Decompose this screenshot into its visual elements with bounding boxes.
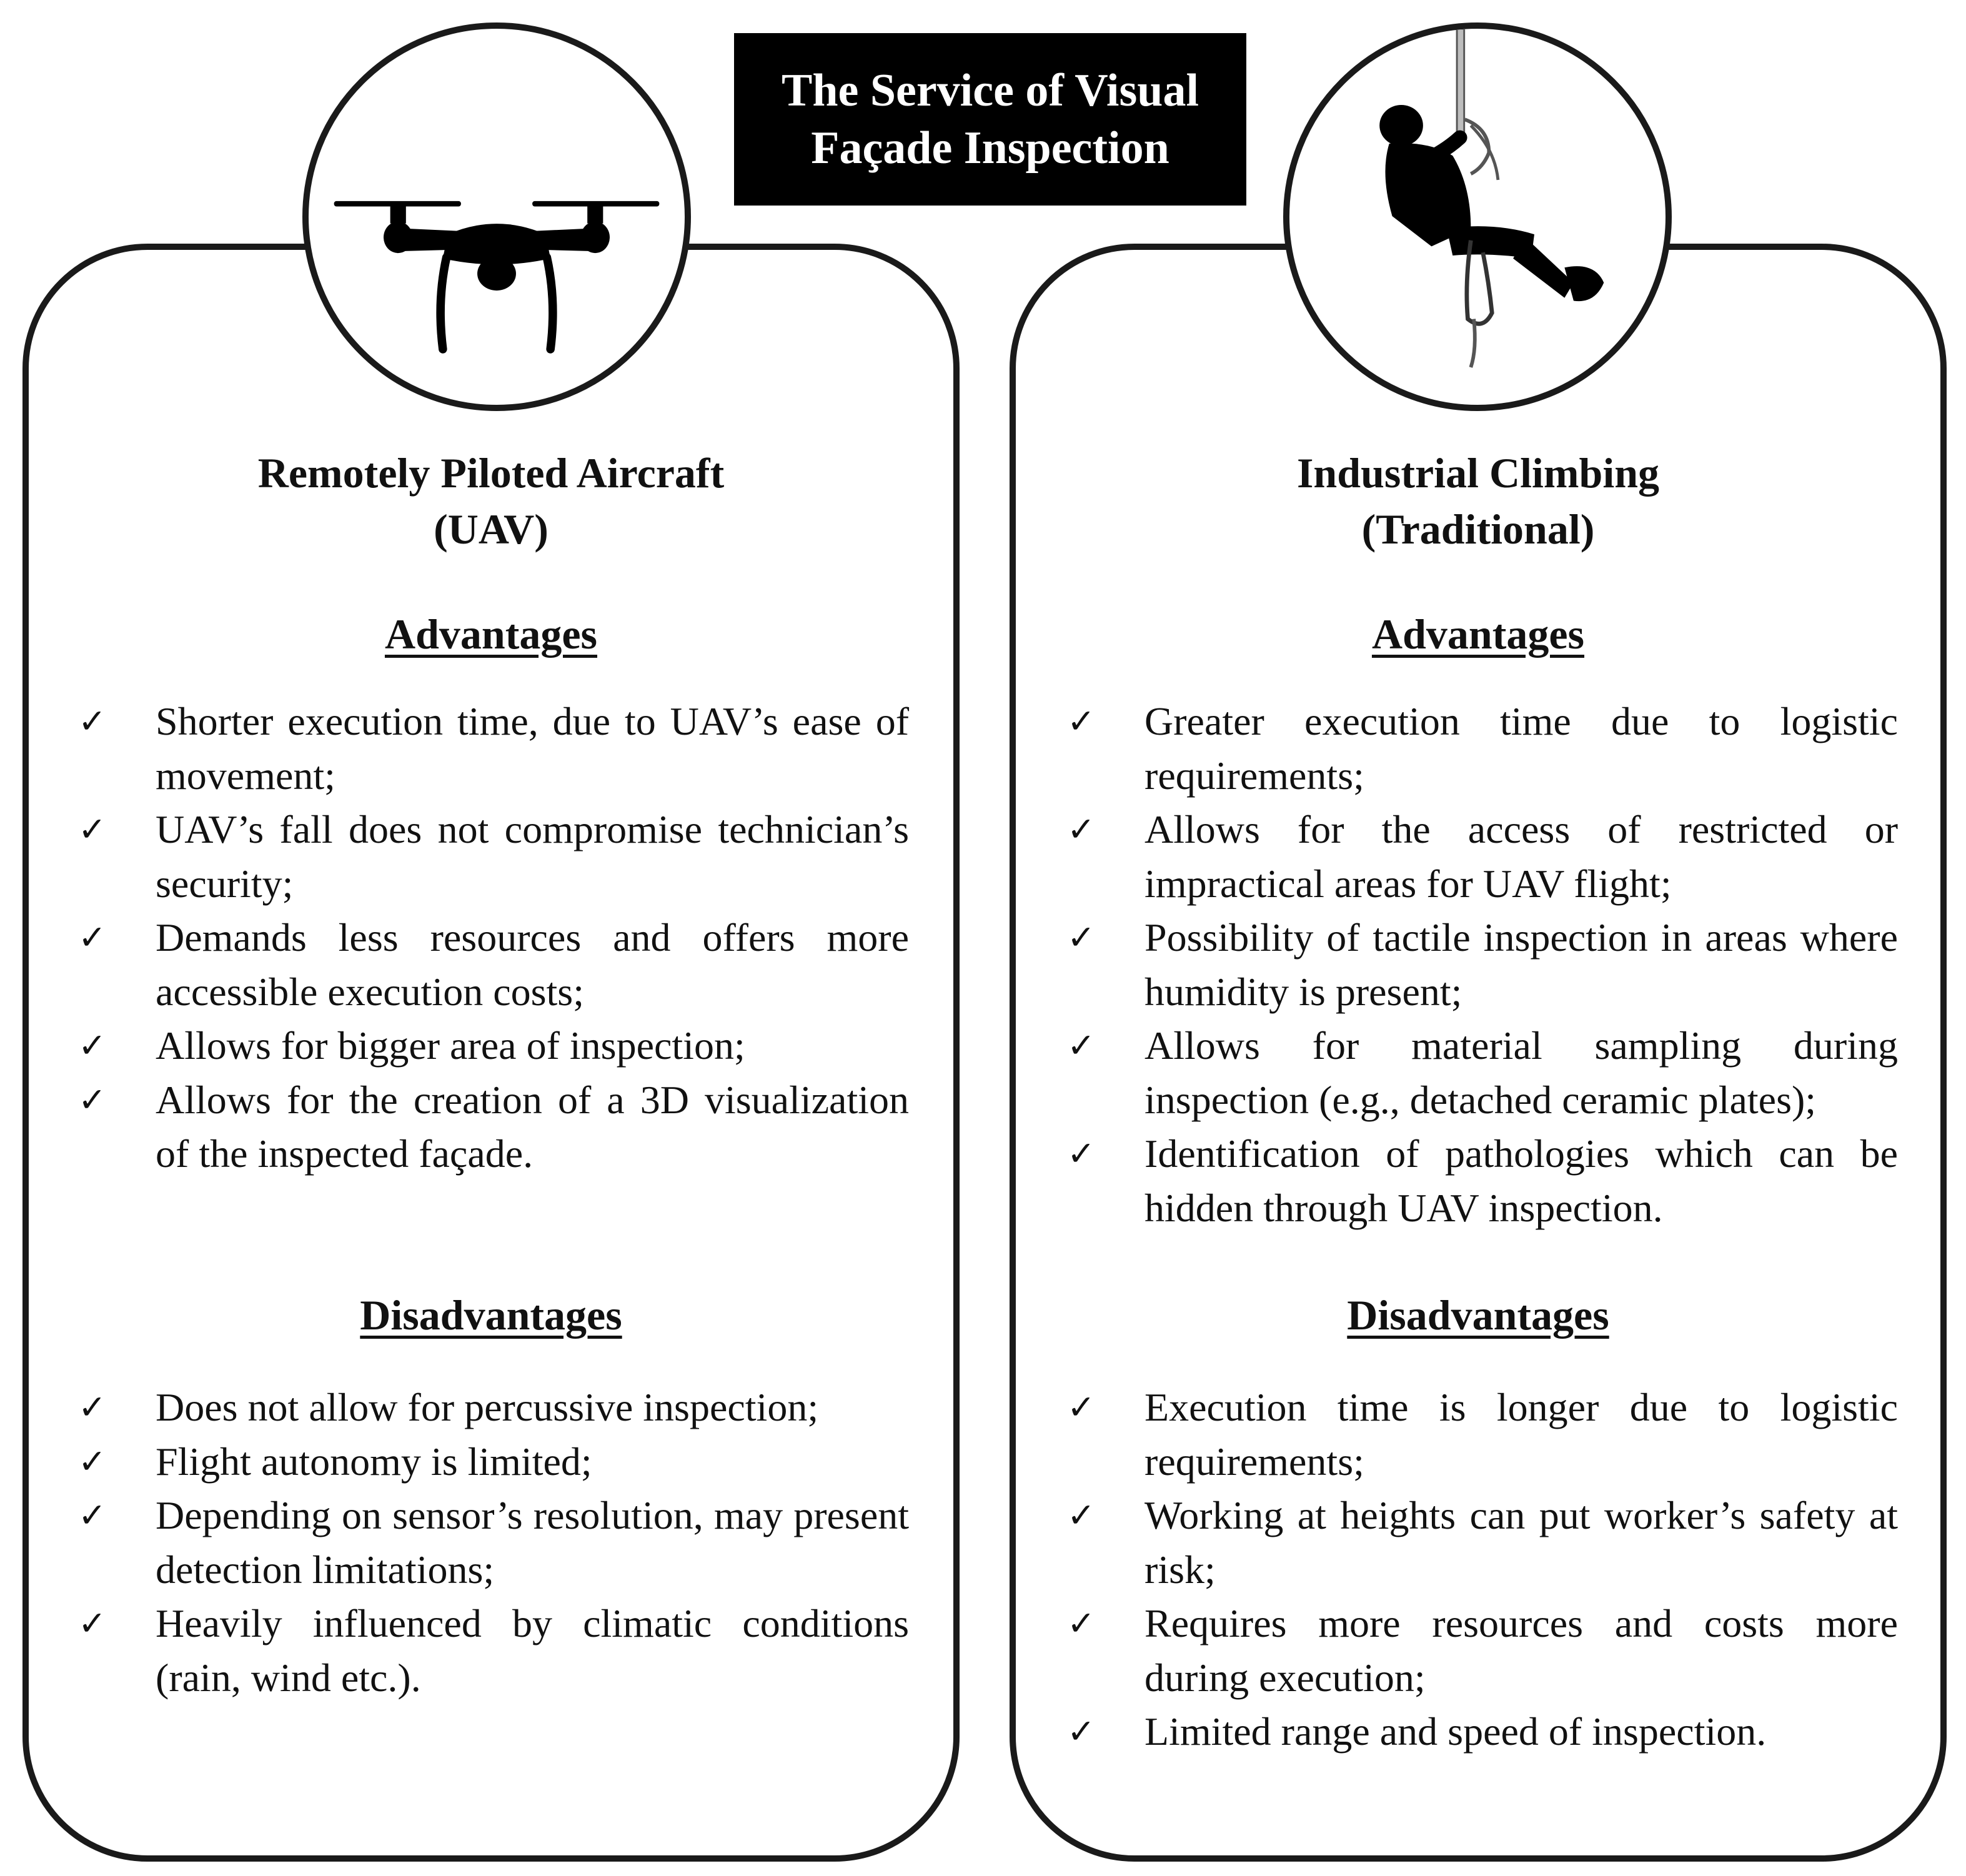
list-item-text: Allows for material sampling during inspection (e.g., detached ceramic plates); <box>1144 1023 1898 1122</box>
list-item-text: Shorter execution time, due to UAV’s ease of movement; <box>156 699 909 798</box>
check-mark-icon: ✓ <box>78 1387 107 1427</box>
check-mark-icon: ✓ <box>78 1079 107 1119</box>
list-item-text: Execution time is longer due to logistic requirements; <box>1144 1385 1898 1484</box>
check-mark-icon: ✓ <box>1067 1604 1096 1643</box>
list-item <box>1067 911 1898 1019</box>
list-item-text: Does not allow for percussive inspection; <box>156 1385 819 1429</box>
rope-climber-icon <box>1283 22 1672 411</box>
check-mark-icon: ✓ <box>78 1496 107 1535</box>
list-item <box>1067 1127 1898 1235</box>
list-item <box>78 1489 909 1597</box>
list-item-text: Requires more resources and costs more during execution; <box>1144 1601 1898 1700</box>
check-mark-icon: ✓ <box>1067 1134 1096 1173</box>
uav-title-line-1: Remotely Piloted Aircraft <box>257 449 725 497</box>
climbing-advantages-list <box>1067 695 1898 1235</box>
list-item <box>78 911 909 1019</box>
check-mark-icon: ✓ <box>78 702 107 741</box>
list-item-text: Possibility of tactile inspection in areas where humidity is present; <box>1144 915 1898 1014</box>
list-item-text: Working at heights can put worker’s safety at risk; <box>1144 1493 1898 1592</box>
list-item <box>78 1597 909 1705</box>
uav-disadvantages-heading: Disadvantages <box>360 1291 622 1339</box>
list-item <box>78 1381 909 1435</box>
climbing-title-line-2: (Traditional) <box>1361 505 1595 553</box>
list-item <box>1067 695 1898 803</box>
diagram-title <box>734 33 1246 206</box>
list-item-text: Allows for the creation of a 3D visualization of the inspected façade. <box>156 1077 909 1176</box>
check-mark-icon: ✓ <box>1067 1712 1096 1751</box>
list-item <box>78 1073 909 1181</box>
drone-icon <box>302 22 691 411</box>
list-item <box>1067 1489 1898 1597</box>
list-item <box>1067 1597 1898 1705</box>
climbing-advantages-heading: Advantages <box>1371 610 1585 658</box>
check-mark-icon: ✓ <box>78 1026 107 1065</box>
list-item-text: Demands less resources and offers more accessible execution costs; <box>156 915 909 1014</box>
list-item-text: Depending on sensor’s resolution, may present detection limitations; <box>156 1493 909 1592</box>
list-item-text: Allows for bigger area of inspection; <box>156 1023 745 1068</box>
list-item-text: UAV’s fall does not compromise technician’s security; <box>156 807 909 906</box>
check-mark-icon: ✓ <box>1067 918 1096 957</box>
uav-disadvantages-list <box>78 1381 909 1705</box>
check-mark-icon: ✓ <box>1067 810 1096 849</box>
list-item-text: Identification of pathologies which can be hidden through UAV inspection. <box>1144 1131 1898 1230</box>
check-mark-icon: ✓ <box>78 918 107 957</box>
list-item-text: Flight autonomy is limited; <box>156 1439 592 1484</box>
list-item <box>78 1435 909 1489</box>
uav-title <box>22 445 960 557</box>
climbing-title <box>1010 445 1947 557</box>
list-item <box>1067 1705 1898 1759</box>
uav-advantages-list <box>78 695 909 1181</box>
check-mark-icon: ✓ <box>1067 1026 1096 1065</box>
list-item <box>1067 1381 1898 1489</box>
title-line-1: The Service of Visual <box>781 65 1199 116</box>
check-mark-icon: ✓ <box>78 1441 107 1481</box>
climbing-disadvantages-list <box>1067 1381 1898 1759</box>
climbing-title-line-1: Industrial Climbing <box>1296 449 1660 497</box>
check-mark-icon: ✓ <box>78 1604 107 1643</box>
list-item-text: Allows for the access of restricted or impractical areas for UAV flight; <box>1144 807 1898 906</box>
list-item <box>78 695 909 803</box>
list-item <box>78 803 909 911</box>
list-item-text: Limited range and speed of inspection. <box>1144 1709 1767 1754</box>
list-item <box>1067 803 1898 911</box>
uav-advantages-heading: Advantages <box>384 610 598 658</box>
title-line-2: Façade Inspection <box>811 122 1169 174</box>
climbing-disadvantages-heading: Disadvantages <box>1347 1291 1609 1339</box>
check-mark-icon: ✓ <box>78 810 107 849</box>
list-item <box>1067 1019 1898 1127</box>
check-mark-icon: ✓ <box>1067 1387 1096 1427</box>
list-item-text: Heavily influenced by climatic conditions (rain, wind etc.). <box>156 1601 909 1700</box>
list-item <box>78 1019 909 1073</box>
check-mark-icon: ✓ <box>1067 702 1096 741</box>
check-mark-icon: ✓ <box>1067 1496 1096 1535</box>
list-item-text: Greater execution time due to logistic requirements; <box>1144 699 1898 798</box>
uav-title-line-2: (UAV) <box>434 505 549 553</box>
